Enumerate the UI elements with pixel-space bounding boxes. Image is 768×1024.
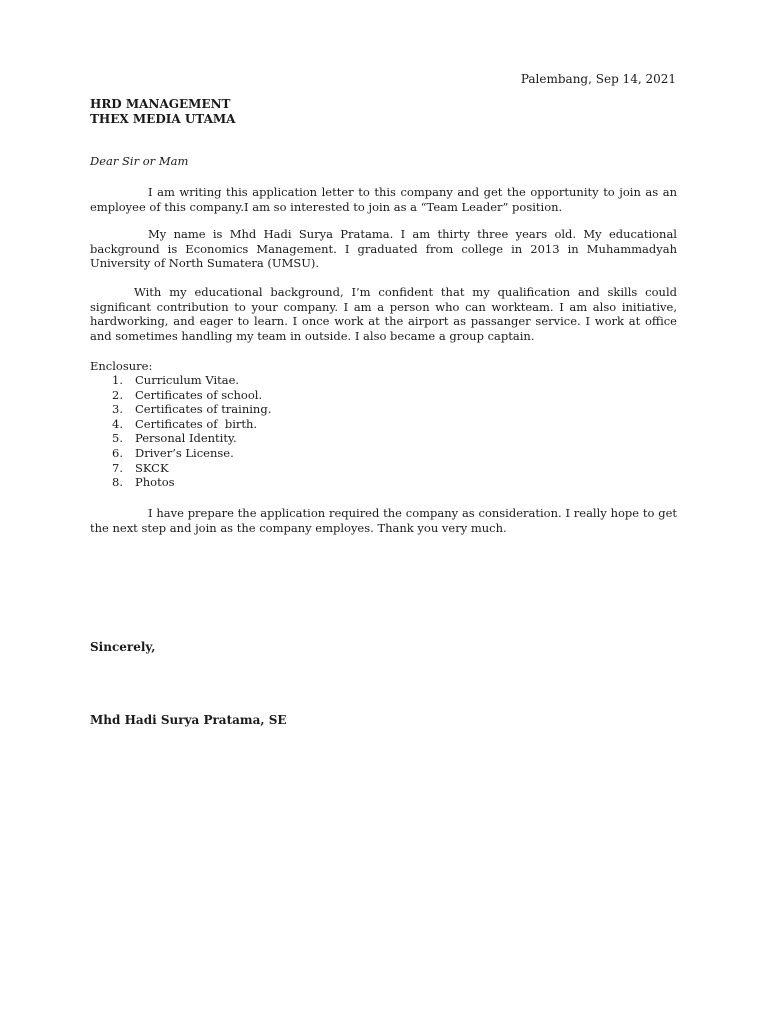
- enclosure-item: [112, 373, 271, 388]
- paragraph-closing: I have prepare the application required the company as consideration. I really hope to get the next step and join as the company employes. Thank you very much.: [90, 506, 677, 535]
- enclosure-item-number: 2.: [112, 387, 123, 402]
- enclosure-item-text: Personal Identity.: [135, 431, 237, 446]
- closing: Sincerely,: [90, 640, 156, 654]
- enclosure-item: [112, 402, 271, 417]
- enclosure-item-text: Certificates of birth.: [135, 416, 258, 431]
- enclosure-item-text: Curriculum Vitae.: [135, 373, 240, 387]
- enclosure-item-text: Certificates of school.: [135, 387, 263, 402]
- enclosure-item-text: Photos: [135, 475, 175, 490]
- enclosure-item: [112, 417, 271, 432]
- enclosure-item: [112, 431, 271, 446]
- enclosure-item-number: 5.: [112, 431, 123, 446]
- enclosure-item-number: 6.: [112, 445, 123, 460]
- enclosure-item-text: Driver’s License.: [135, 445, 234, 460]
- paragraph-intro: I am writing this application letter to this company and get the opportunity to join as an employee of this company.I am so interested to join as a “Team Leader” position.: [90, 185, 677, 214]
- enclosure-item: [112, 446, 271, 461]
- enclosure-item: [112, 388, 271, 403]
- enclosure-item-text: Certificates of training.: [135, 402, 272, 417]
- enclosure-item-text: SKCK: [135, 460, 169, 475]
- recipient-line-2: THEX MEDIA UTAMA: [90, 112, 236, 126]
- enclosure-item-number: 4.: [112, 416, 123, 431]
- letter-date: Palembang, Sep 14, 2021: [520, 72, 676, 86]
- enclosure-item-number: 1.: [112, 373, 123, 387]
- enclosure-item-number: 3.: [112, 402, 123, 417]
- signature-name: Mhd Hadi Surya Pratama, SE: [90, 713, 287, 727]
- enclosure-list: [112, 373, 271, 490]
- enclosure-item-number: 8.: [112, 475, 123, 490]
- enclosure-label: Enclosure:: [90, 359, 153, 373]
- paragraph-experience: With my educational background, I’m confident that my qualification and skills could significant contribution to your company. I am a person who can workteam. I am also initiative, hardworking, and eager to learn. I once work at the airport as passanger service. I work at office and sometimes handling my team in outside. I also became a group captain.: [90, 285, 677, 343]
- paragraph-background: My name is Mhd Hadi Surya Pratama. I am thirty three years old. My educational background is Economics Management. I graduated from college in 2013 in Muhammadyah University of North Sumatera (UMSU).: [90, 227, 677, 271]
- enclosure-item-number: 7.: [112, 460, 123, 475]
- enclosure-item: [112, 461, 271, 476]
- enclosure-item: [112, 475, 271, 490]
- recipient-block: [90, 97, 235, 127]
- greeting: Dear Sir or Mam: [90, 154, 189, 168]
- recipient-line-1: HRD MANAGEMENT: [90, 97, 231, 111]
